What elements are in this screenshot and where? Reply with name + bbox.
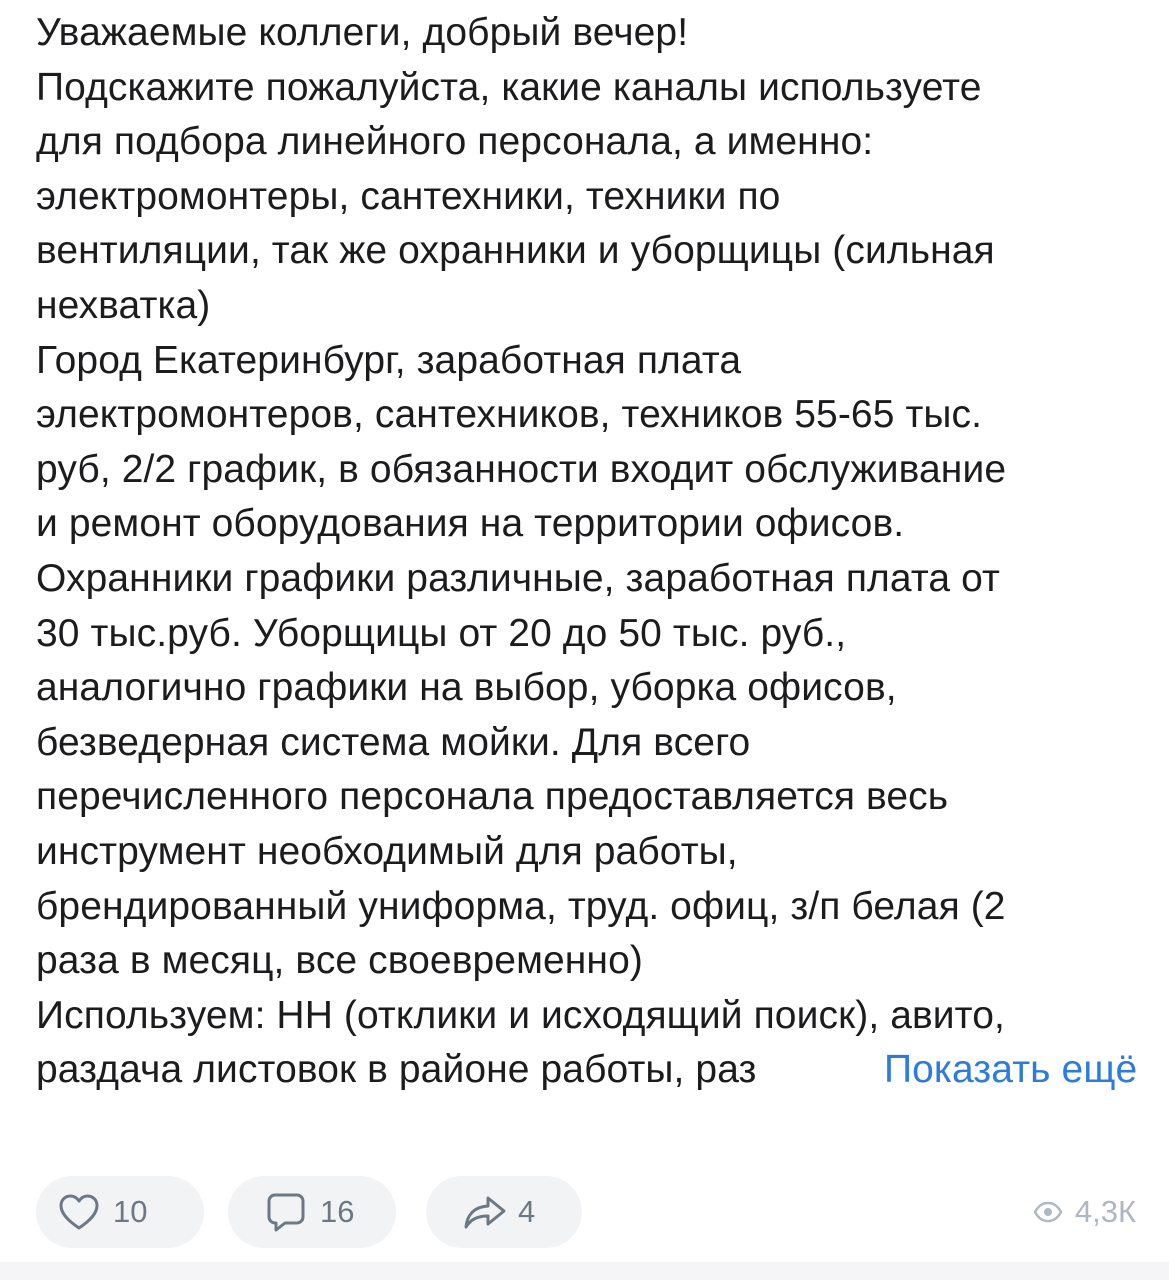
post-text-line: Охранники графики различные, заработная плата от <box>36 556 1000 600</box>
bottom-divider <box>0 1262 1169 1280</box>
post-text <box>36 6 1136 1098</box>
heart-icon <box>57 1192 101 1232</box>
show-more-link[interactable]: Показать ещё <box>848 1043 1137 1098</box>
post-text-line: электромонтеров, сантехников, техников 55-65 тыс. <box>36 393 983 437</box>
post-text-line: брендированный униформа, труд. офиц, з/п белая (2 <box>36 884 1006 928</box>
post-text-line: перечисленного персонала предоставляется весь <box>36 775 949 819</box>
like-count: 10 <box>113 1194 148 1229</box>
post-text-last-line <box>36 1043 1136 1098</box>
post-text-line: 30 тыс.руб. Уборщицы от 20 до 50 тыс. руб., <box>36 611 847 655</box>
post-text-line: и ремонт оборудования на территории офисов. <box>36 502 905 546</box>
views-counter <box>1033 1176 1136 1248</box>
views-count: 4,3К <box>1074 1194 1136 1229</box>
post-text-line: нехватка) <box>36 283 211 327</box>
share-button[interactable] <box>426 1176 582 1248</box>
eye-icon <box>1033 1201 1063 1223</box>
post-text-line: аналогично графики на выбор, уборка офисов, <box>36 666 897 710</box>
like-button[interactable] <box>36 1176 204 1248</box>
comment-button[interactable] <box>228 1176 396 1248</box>
post-text-line: безведерная система мойки. Для всего <box>36 720 751 764</box>
post-text-line: вентиляции, так же охранники и уборщицы (сильная <box>36 229 995 273</box>
post-text-line: Подскажите пожалуйста, какие каналы используете <box>36 65 982 109</box>
comment-count: 16 <box>320 1194 355 1229</box>
post-text-line: Используем: НН (отклики и исходящий поиск), авито, <box>36 993 1005 1037</box>
comment-icon <box>264 1190 308 1234</box>
share-count: 4 <box>518 1194 536 1229</box>
post-text-truncated: раздача листовок в районе работы, раз <box>36 1048 757 1092</box>
post-text-line: раза в месяц, все своевременно) <box>36 939 643 983</box>
post-text-line: руб, 2/2 график, в обязанности входит обслуживание <box>36 447 1007 491</box>
post-actions-bar <box>36 1176 1136 1248</box>
post-text-line: для подбора линейного персонала, а именно: <box>36 120 874 164</box>
post-text-line: Уважаемые коллеги, добрый вечер! <box>36 11 689 54</box>
post-text-line: Город Екатеринбург, заработная плата <box>36 338 742 382</box>
post-text-line: инструмент необходимый для работы, <box>36 829 738 873</box>
share-icon <box>462 1192 508 1232</box>
post-text-line: электромонтеры, сантехники, техники по <box>36 174 781 218</box>
